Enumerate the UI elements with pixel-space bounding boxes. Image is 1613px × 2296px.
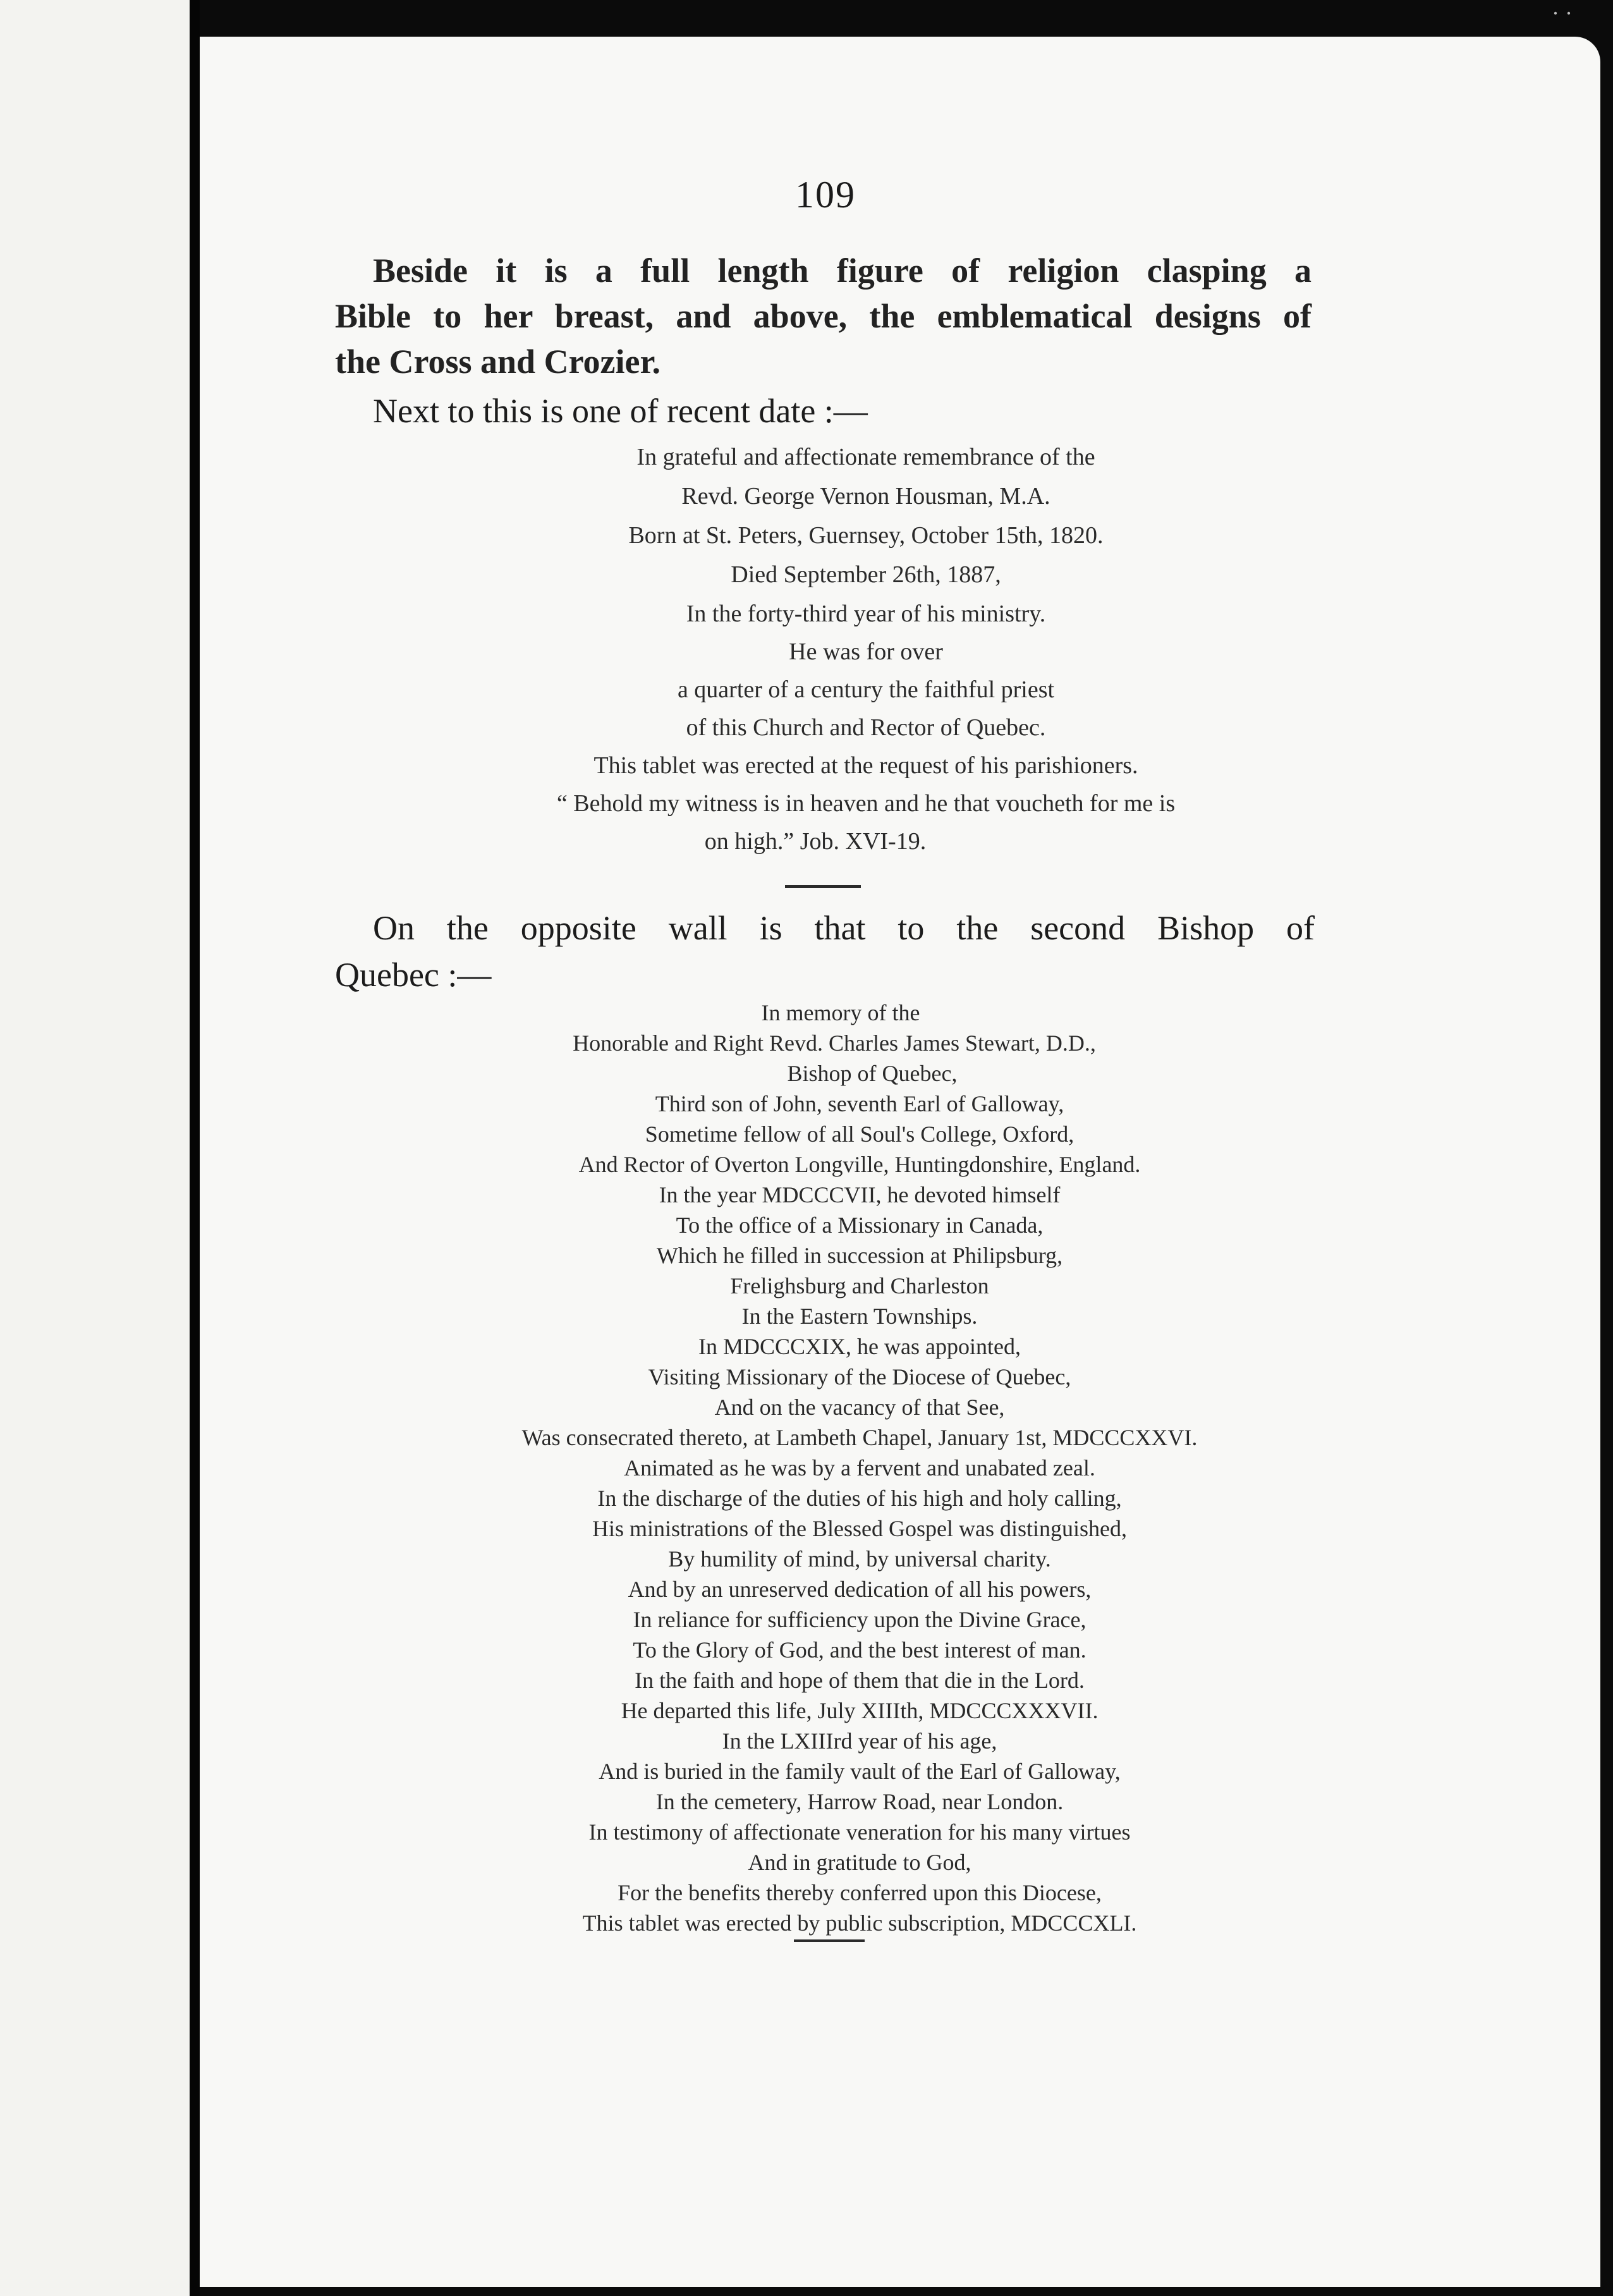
- inscription-line: Died September 26th, 1887,: [731, 561, 1001, 588]
- inscription-line: In reliance for sufficiency upon the Divine Grace,: [633, 1607, 1086, 1632]
- inscription-line: He was for over: [789, 638, 943, 665]
- inscription-line: And on the vacancy of that See,: [714, 1395, 1005, 1420]
- inscription-line: His ministrations of the Blessed Gospel was distinguished,: [592, 1516, 1127, 1541]
- section-rule: [785, 885, 861, 888]
- inscription-line: In the forty-third year of his ministry.: [686, 601, 1046, 627]
- inscription-line: In the discharge of the duties of his high and holy calling,: [597, 1486, 1122, 1511]
- inscription-line: In the faith and hope of them that die in the Lord.: [635, 1668, 1085, 1693]
- facing-page: [0, 0, 190, 2296]
- inscription-line: In memory of the: [761, 1000, 920, 1025]
- inscription-line: Visiting Missionary of the Diocese of Quebec,: [648, 1364, 1071, 1389]
- inscription-line: In testimony of affectionate veneration for his many virtues: [588, 1819, 1131, 1845]
- inscription-line: Was consecrated thereto, at Lambeth Chapel, January 1st, MDCCCXXVI.: [521, 1425, 1198, 1450]
- inscription-line: In the Eastern Townships.: [741, 1304, 978, 1329]
- scan-artifact: · ·: [1552, 1, 1573, 26]
- inscription-line: Sometime fellow of all Soul's College, Oxford,: [645, 1121, 1074, 1147]
- inscription-line: In the cemetery, Harrow Road, near London.: [655, 1789, 1064, 1814]
- inscription-line: Animated as he was by a fervent and unabated zeal.: [624, 1455, 1095, 1481]
- page-gutter: [190, 0, 200, 2296]
- inscription-line: Revd. George Vernon Housman, M.A.: [681, 483, 1050, 510]
- inscription-line: He departed this life, July XIIIth, MDCCCXXXVII.: [621, 1698, 1099, 1723]
- inscription-line: To the office of a Missionary in Canada,: [676, 1212, 1044, 1238]
- inscription-line: This tablet was erected at the request of his parishioners.: [593, 752, 1138, 779]
- inscription-line: In MDCCCXIX, he was appointed,: [698, 1334, 1021, 1359]
- inscription-line: And Rector of Overton Longville, Huntingdonshire, England.: [578, 1152, 1141, 1177]
- body-text-line: Bible to her breast, and above, the emblematical designs of: [335, 297, 1312, 335]
- inscription-line: For the benefits thereby conferred upon this Diocese,: [618, 1880, 1102, 1905]
- inscription-line: And is buried in the family vault of the Earl of Galloway,: [599, 1759, 1121, 1784]
- inscription-line: “ Behold my witness is in heaven and he that voucheth for me is: [556, 790, 1176, 817]
- inscription-line: And in gratitude to God,: [748, 1850, 971, 1875]
- inscription-line: In the year MDCCCVII, he devoted himself: [659, 1182, 1061, 1207]
- inscription-line: This tablet was erected by public subscription, MDCCCXLI.: [582, 1910, 1137, 1936]
- inscription-line: Which he filled in succession at Philipsburg,: [656, 1243, 1063, 1268]
- inscription-line: To the Glory of God, and the best interest of man.: [633, 1637, 1086, 1663]
- inscription-line: In the LXIIIrd year of his age,: [722, 1728, 997, 1754]
- body-text-line: Next to this is one of recent date :—: [373, 392, 868, 430]
- inscription-line: Frelighsburg and Charleston: [730, 1273, 989, 1298]
- inscription-line: Bishop of Quebec,: [787, 1061, 958, 1086]
- body-text-line: the Cross and Crozier.: [335, 343, 661, 381]
- inscription-line: Honorable and Right Revd. Charles James Stewart, D.D.,: [573, 1030, 1096, 1056]
- page-number: 109: [795, 174, 856, 216]
- inscription-line: a quarter of a century the faithful priest: [677, 676, 1055, 703]
- body-text-line: Beside it is a full length figure of religion clasping a: [373, 252, 1312, 290]
- inscription-line: By humility of mind, by universal charity.: [668, 1546, 1051, 1572]
- body-text-line: On the opposite wall is that to the second Bishop of: [373, 909, 1315, 947]
- body-text-line: Quebec :—: [335, 956, 492, 994]
- inscription-line: Third son of John, seventh Earl of Galloway,: [655, 1091, 1064, 1116]
- inscription-line: In grateful and affectionate remembrance of the: [636, 444, 1095, 470]
- inscription-line: Born at St. Peters, Guernsey, October 15th, 1820.: [628, 522, 1104, 549]
- inscription-line: of this Church and Rector of Quebec.: [686, 714, 1046, 741]
- inscription-line: on high.” Job. XVI-19.: [704, 828, 927, 855]
- section-rule: [794, 1939, 865, 1942]
- inscription-line: And by an unreserved dedication of all his powers,: [628, 1577, 1092, 1602]
